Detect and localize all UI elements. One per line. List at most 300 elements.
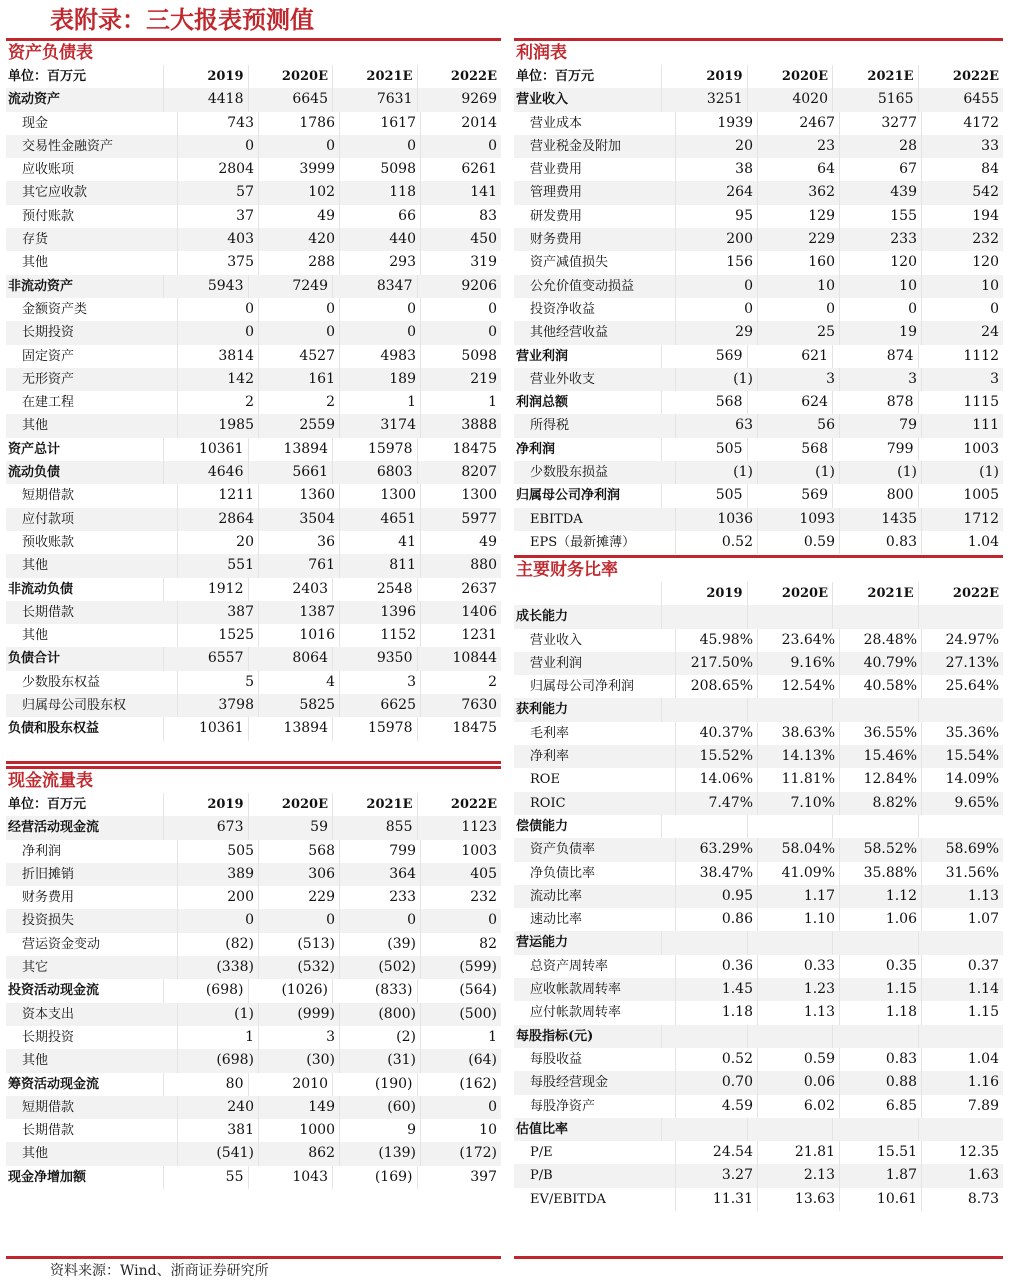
table-cell: 41 [339, 531, 420, 554]
table-cell: 2467 [757, 112, 839, 135]
table-cell: 118 [339, 181, 420, 204]
column-header: 2022E [417, 793, 502, 816]
table-cell: (599) [420, 956, 501, 979]
table-cell: 7.47% [675, 792, 757, 815]
table-row [514, 531, 1003, 554]
table-cell: 6625 [339, 694, 420, 717]
table-cell [832, 698, 918, 721]
table-cell: (172) [420, 1142, 501, 1165]
table-cell: 4983 [339, 345, 420, 368]
table-cell: 59 [248, 816, 333, 839]
table-cell: 200 [675, 228, 757, 251]
table-cell: 5977 [420, 508, 501, 531]
table-cell: 874 [832, 345, 918, 368]
table-row [514, 321, 1003, 344]
column-header: 2020E [248, 65, 333, 88]
table-row [6, 368, 501, 391]
table-cell: 878 [832, 391, 918, 414]
row-label: EV/EBITDA [530, 1191, 606, 1207]
row-label: 非流动资产 [8, 278, 74, 294]
table-cell: 5661 [248, 461, 333, 484]
table-cell: 24.54 [675, 1141, 757, 1164]
table-cell: 0.52 [675, 1048, 757, 1071]
table-cell: 208.65% [675, 675, 757, 698]
source-note: 资料来源：Wind、浙商证券研究所 [50, 1263, 269, 1279]
table-cell: 1 [177, 1026, 258, 1049]
table-cell: 0.95 [675, 885, 757, 908]
table-cell: (162) [417, 1073, 502, 1096]
table-cell: 1300 [339, 484, 420, 507]
table-row [6, 816, 501, 839]
table-cell: (139) [339, 1142, 420, 1165]
table-cell: 45.98% [675, 629, 757, 652]
column-header: 2022E [918, 65, 1004, 88]
table-row [6, 508, 501, 531]
row-label: 现金 [22, 115, 49, 131]
column-header: 2021E [832, 582, 918, 605]
row-label: 无形资产 [22, 371, 75, 387]
table-cell: 40.58% [839, 675, 921, 698]
table-cell: 1.18 [839, 1001, 921, 1024]
table-cell: 0 [258, 298, 339, 321]
table-cell: 7631 [332, 88, 417, 111]
table-cell: 27.13% [921, 652, 1003, 675]
table-cell [918, 698, 1004, 721]
table-cell: (2) [339, 1026, 420, 1049]
row-label: 投资净收益 [530, 301, 596, 317]
table-cell: 3251 [661, 88, 747, 111]
row-label: 每股收益 [530, 1051, 583, 1067]
row-label: 营运资金变动 [22, 936, 101, 952]
row-label: 投资损失 [22, 913, 75, 929]
table-cell: 293 [339, 251, 420, 274]
row-label: 管理费用 [530, 185, 583, 201]
table-cell: 36.55% [839, 722, 921, 745]
unit-label [514, 582, 661, 605]
table-cell: 1300 [420, 484, 501, 507]
table-cell: 4.59 [675, 1095, 757, 1118]
table-cell: 82 [420, 933, 501, 956]
table-cell: 1.06 [839, 908, 921, 931]
table-row [514, 1025, 1003, 1048]
row-label: 其他 [22, 255, 49, 271]
table-cell: 6557 [163, 647, 248, 670]
table-cell: 2 [420, 671, 501, 694]
table-row [6, 391, 501, 414]
table-cell: 0 [339, 298, 420, 321]
table-cell: 29 [675, 321, 757, 344]
table-cell: 3.27 [675, 1164, 757, 1187]
table-cell: 403 [177, 228, 258, 251]
table-cell [918, 815, 1004, 838]
table-cell: 1360 [258, 484, 339, 507]
table-cell: (1) [177, 1003, 258, 1026]
table-cell: 1003 [420, 840, 501, 863]
table-row [514, 675, 1003, 698]
table-cell: 505 [661, 438, 747, 461]
table-cell: 11.81% [757, 768, 839, 791]
table-row [6, 298, 501, 321]
table-cell: 20 [177, 531, 258, 554]
table-cell: 10 [921, 275, 1003, 298]
table-cell: 1387 [258, 601, 339, 624]
column-header: 2020E [248, 793, 333, 816]
ratios-title: 主要财务比率 [514, 555, 1003, 582]
table-cell: 319 [420, 251, 501, 274]
table-cell: 624 [747, 391, 833, 414]
table-cell: 1 [420, 1026, 501, 1049]
table-cell: 4646 [163, 461, 248, 484]
table-cell: 64 [757, 158, 839, 181]
table-cell: 232 [420, 886, 501, 909]
table-cell: 551 [177, 554, 258, 577]
table-cell: 4651 [339, 508, 420, 531]
table-cell: 23 [757, 135, 839, 158]
table-header-row [514, 65, 1003, 88]
table-cell: 673 [163, 816, 248, 839]
table-cell [661, 815, 747, 838]
table-row [6, 956, 501, 979]
table-cell: 58.04% [757, 838, 839, 861]
table-cell: 568 [661, 391, 747, 414]
table-cell: 33 [921, 135, 1003, 158]
table-cell: 1786 [258, 112, 339, 135]
table-cell: (39) [339, 933, 420, 956]
table-cell: 362 [757, 181, 839, 204]
table-cell: 799 [339, 840, 420, 863]
table-cell: 811 [339, 554, 420, 577]
table-cell: 142 [177, 368, 258, 391]
table-cell [832, 815, 918, 838]
table-cell: 5098 [339, 158, 420, 181]
table-cell: 2 [177, 391, 258, 414]
row-label: 速动比率 [530, 912, 583, 928]
table-cell: (999) [258, 1003, 339, 1026]
table-cell: 1.23 [757, 978, 839, 1001]
row-label: 长期投资 [22, 325, 75, 341]
table-cell: 6.85 [839, 1095, 921, 1118]
table-cell: 18475 [417, 717, 502, 740]
table-cell: 1.18 [675, 1001, 757, 1024]
table-cell: 56 [757, 414, 839, 437]
table-cell: 1.45 [675, 978, 757, 1001]
table-cell: 2637 [417, 578, 502, 601]
table-cell: 3 [339, 671, 420, 694]
column-header: 2019 [661, 65, 747, 88]
table-cell: 3 [258, 1026, 339, 1049]
row-label: P/B [530, 1168, 553, 1184]
row-label: 每股净资产 [530, 1098, 596, 1114]
row-label: 其他 [22, 1053, 49, 1069]
table-cell: 3174 [339, 414, 420, 437]
table-cell: (564) [417, 979, 502, 1002]
table-cell: 0 [258, 135, 339, 158]
table-cell: 5165 [832, 88, 918, 111]
table-cell: 55 [163, 1166, 248, 1189]
table-cell: 3 [757, 368, 839, 391]
row-label: 流动负债 [8, 465, 61, 481]
row-label: 预收账款 [22, 534, 75, 550]
table-cell: 161 [258, 368, 339, 391]
table-cell: 6.02 [757, 1095, 839, 1118]
table-cell: 40.37% [675, 722, 757, 745]
table-cell: 67 [839, 158, 921, 181]
table-cell: 18475 [417, 438, 502, 461]
table-cell: 4527 [258, 345, 339, 368]
column-header: 2019 [163, 65, 248, 88]
table-cell: 11.31 [675, 1188, 757, 1211]
table-cell: 0 [839, 298, 921, 321]
table-cell: (64) [420, 1049, 501, 1072]
table-row [514, 112, 1003, 135]
row-label: 少数股东权益 [22, 674, 101, 690]
row-label: 净负债比率 [530, 865, 596, 881]
table-cell: 0 [420, 909, 501, 932]
table-cell: 381 [177, 1119, 258, 1142]
table-cell: 63.29% [675, 838, 757, 861]
table-row [514, 461, 1003, 484]
table-row [6, 933, 501, 956]
row-label: 其他 [22, 558, 49, 574]
table-cell: 141 [420, 181, 501, 204]
table-cell: 12.84% [839, 768, 921, 791]
ratios-panel [514, 555, 1003, 1259]
unit-label: 单位：百万元 [8, 797, 87, 812]
table-cell: 6645 [248, 88, 333, 111]
table-row [6, 886, 501, 909]
table-cell: 3 [839, 368, 921, 391]
row-label: 营业利润 [530, 655, 583, 671]
balance-sheet-title: 资产负债表 [6, 38, 501, 65]
table-row [6, 1142, 501, 1165]
table-row [6, 624, 501, 647]
table-cell: 855 [332, 816, 417, 839]
table-cell [832, 931, 918, 954]
row-label: 营业收入 [516, 92, 569, 108]
table-cell: 387 [177, 601, 258, 624]
page-title: 表附录：三大报表预测值 [50, 6, 314, 34]
row-label: 少数股东损益 [530, 465, 609, 481]
table-cell: 6455 [918, 88, 1004, 111]
table-row [514, 955, 1003, 978]
table-row [514, 792, 1003, 815]
table-cell: 8207 [417, 461, 502, 484]
row-label: 长期借款 [22, 1123, 75, 1139]
row-label: EBITDA [530, 511, 583, 527]
table-cell: 49 [420, 531, 501, 554]
table-cell: 25.64% [921, 675, 1003, 698]
row-label: 营运能力 [516, 935, 569, 951]
table-row [514, 158, 1003, 181]
table-cell: 129 [757, 205, 839, 228]
table-cell: 4418 [163, 88, 248, 111]
table-row [514, 885, 1003, 908]
table-cell: 8064 [248, 647, 333, 670]
table-cell: 9.16% [757, 652, 839, 675]
table-cell: 14.09% [921, 768, 1003, 791]
table-cell: 28.48% [839, 629, 921, 652]
table-row [514, 978, 1003, 1001]
table-cell: 1.10 [757, 908, 839, 931]
table-row [514, 931, 1003, 954]
table-cell: 156 [675, 251, 757, 274]
table-cell: 6261 [420, 158, 501, 181]
table-cell: 1912 [163, 578, 248, 601]
table-row [6, 251, 501, 274]
table-row [514, 1164, 1003, 1187]
table-cell: 1043 [248, 1166, 333, 1189]
table-row [514, 275, 1003, 298]
table-row [514, 838, 1003, 861]
column-header: 2019 [661, 582, 747, 605]
income-statement-panel [514, 38, 1003, 554]
table-cell: 217.50% [675, 652, 757, 675]
table-cell: 389 [177, 863, 258, 886]
column-header: 2019 [163, 793, 248, 816]
table-cell: (698) [163, 979, 248, 1002]
table-row [6, 909, 501, 932]
unit-label: 单位：百万元 [516, 69, 595, 84]
table-cell: 505 [177, 840, 258, 863]
table-row [514, 629, 1003, 652]
row-label: 净利润 [516, 441, 556, 457]
table-cell: 40.79% [839, 652, 921, 675]
table-cell: 8347 [332, 275, 417, 298]
table-cell: (190) [332, 1073, 417, 1096]
table-cell: 0 [921, 298, 1003, 321]
table-cell: 7.10% [757, 792, 839, 815]
table-cell: 440 [339, 228, 420, 251]
table-cell: 439 [839, 181, 921, 204]
table-cell: (1) [921, 461, 1003, 484]
table-cell: 1985 [177, 414, 258, 437]
table-cell: 364 [339, 863, 420, 886]
table-row [514, 205, 1003, 228]
table-cell: 7249 [248, 275, 333, 298]
table-cell: (1) [675, 461, 757, 484]
cash-flow-panel [6, 766, 501, 1259]
row-label: 营业税金及附加 [530, 138, 622, 154]
table-cell: (60) [339, 1096, 420, 1119]
table-cell: 1.15 [839, 978, 921, 1001]
table-row [6, 158, 501, 181]
row-label: 长期投资 [22, 1029, 75, 1045]
row-label: 总资产周转率 [530, 958, 609, 974]
table-row [514, 908, 1003, 931]
table-row [6, 1096, 501, 1119]
table-cell: 1000 [258, 1119, 339, 1142]
table-cell: 0 [757, 298, 839, 321]
table-cell: (800) [339, 1003, 420, 1026]
row-label: ROE [530, 772, 560, 788]
row-label: 投资活动现金流 [8, 983, 100, 999]
table-cell [747, 698, 833, 721]
table-cell: 15978 [332, 717, 417, 740]
row-label: 交易性金融资产 [22, 138, 114, 154]
table-cell: 880 [420, 554, 501, 577]
table-cell: 37 [177, 205, 258, 228]
table-row [6, 979, 501, 1002]
table-cell: 10 [757, 275, 839, 298]
row-label: 资产负债率 [530, 842, 596, 858]
table-cell: 1231 [420, 624, 501, 647]
table-cell: 9206 [417, 275, 502, 298]
column-header: 2021E [332, 65, 417, 88]
table-row [6, 1026, 501, 1049]
row-label: 应收帐款周转率 [530, 982, 622, 998]
table-cell: 14.13% [757, 745, 839, 768]
table-cell: (541) [177, 1142, 258, 1165]
table-cell: 229 [757, 228, 839, 251]
table-cell: 1.13 [757, 1001, 839, 1024]
row-label: 非流动负债 [8, 581, 74, 597]
table-row [6, 1166, 501, 1189]
table-cell [918, 1118, 1004, 1141]
row-label: 其他经营收益 [530, 325, 609, 341]
table-cell: 3277 [839, 112, 921, 135]
table-cell: 36 [258, 531, 339, 554]
table-cell: 0 [675, 275, 757, 298]
row-label: 折旧摊销 [22, 866, 75, 882]
row-label: 财务费用 [530, 232, 583, 248]
table-cell: 450 [420, 228, 501, 251]
table-cell: 240 [177, 1096, 258, 1119]
column-header: 2021E [832, 65, 918, 88]
table-cell: 1712 [921, 508, 1003, 531]
table-row [514, 862, 1003, 885]
table-cell: 1115 [918, 391, 1004, 414]
table-row [514, 414, 1003, 437]
table-cell: 10361 [163, 717, 248, 740]
table-cell: 568 [747, 438, 833, 461]
table-cell: 233 [839, 228, 921, 251]
table-cell: 1435 [839, 508, 921, 531]
table-header-row [6, 793, 501, 816]
table-cell: (532) [258, 956, 339, 979]
table-cell: 0 [258, 321, 339, 344]
table-row [6, 1073, 501, 1096]
table-cell: 200 [177, 886, 258, 909]
table-cell: 9350 [332, 647, 417, 670]
balance-sheet-panel [6, 38, 501, 764]
row-label: 净利润 [22, 843, 62, 859]
table-cell: 0.88 [839, 1071, 921, 1094]
table-row [514, 1141, 1003, 1164]
table-cell: 63 [675, 414, 757, 437]
table-row [514, 722, 1003, 745]
row-label: 每股指标(元) [516, 1028, 594, 1044]
table-cell: 95 [675, 205, 757, 228]
table-cell: 288 [258, 251, 339, 274]
table-cell: 49 [258, 205, 339, 228]
income-statement-table [514, 65, 1003, 554]
table-cell: 0 [675, 298, 757, 321]
row-label: 归属母公司股东权 [22, 698, 127, 714]
table-cell: 66 [339, 205, 420, 228]
row-label: 预付账款 [22, 208, 75, 224]
table-cell: (500) [420, 1003, 501, 1026]
row-label: 估值比率 [516, 1121, 569, 1137]
table-cell: 1617 [339, 112, 420, 135]
row-label: 利润总额 [516, 395, 569, 411]
table-cell: 2403 [248, 578, 333, 601]
table-cell: 1003 [918, 438, 1004, 461]
row-label: 短期借款 [22, 1099, 75, 1115]
row-label: 存货 [22, 232, 49, 248]
row-label: 现金净增加额 [8, 1169, 87, 1185]
table-row [514, 181, 1003, 204]
table-cell: 13.63 [757, 1188, 839, 1211]
